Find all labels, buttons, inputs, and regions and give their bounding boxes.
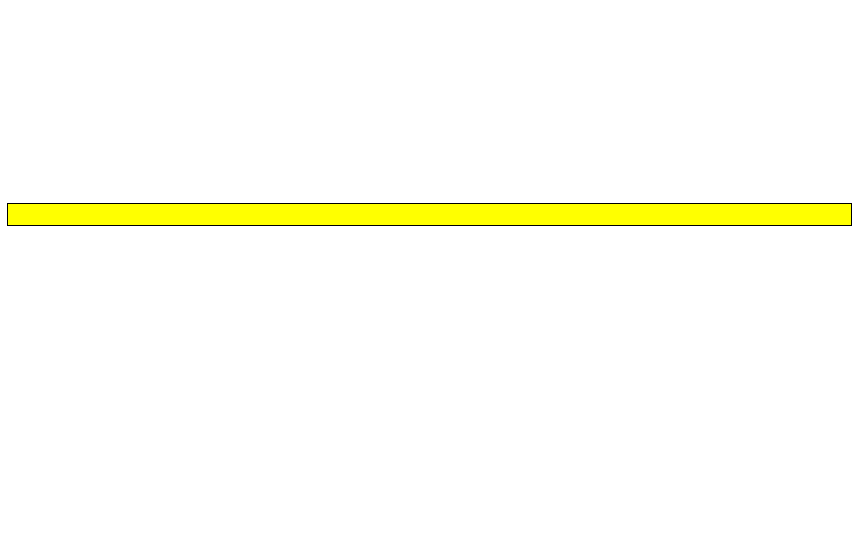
section-title-band [7, 203, 852, 226]
